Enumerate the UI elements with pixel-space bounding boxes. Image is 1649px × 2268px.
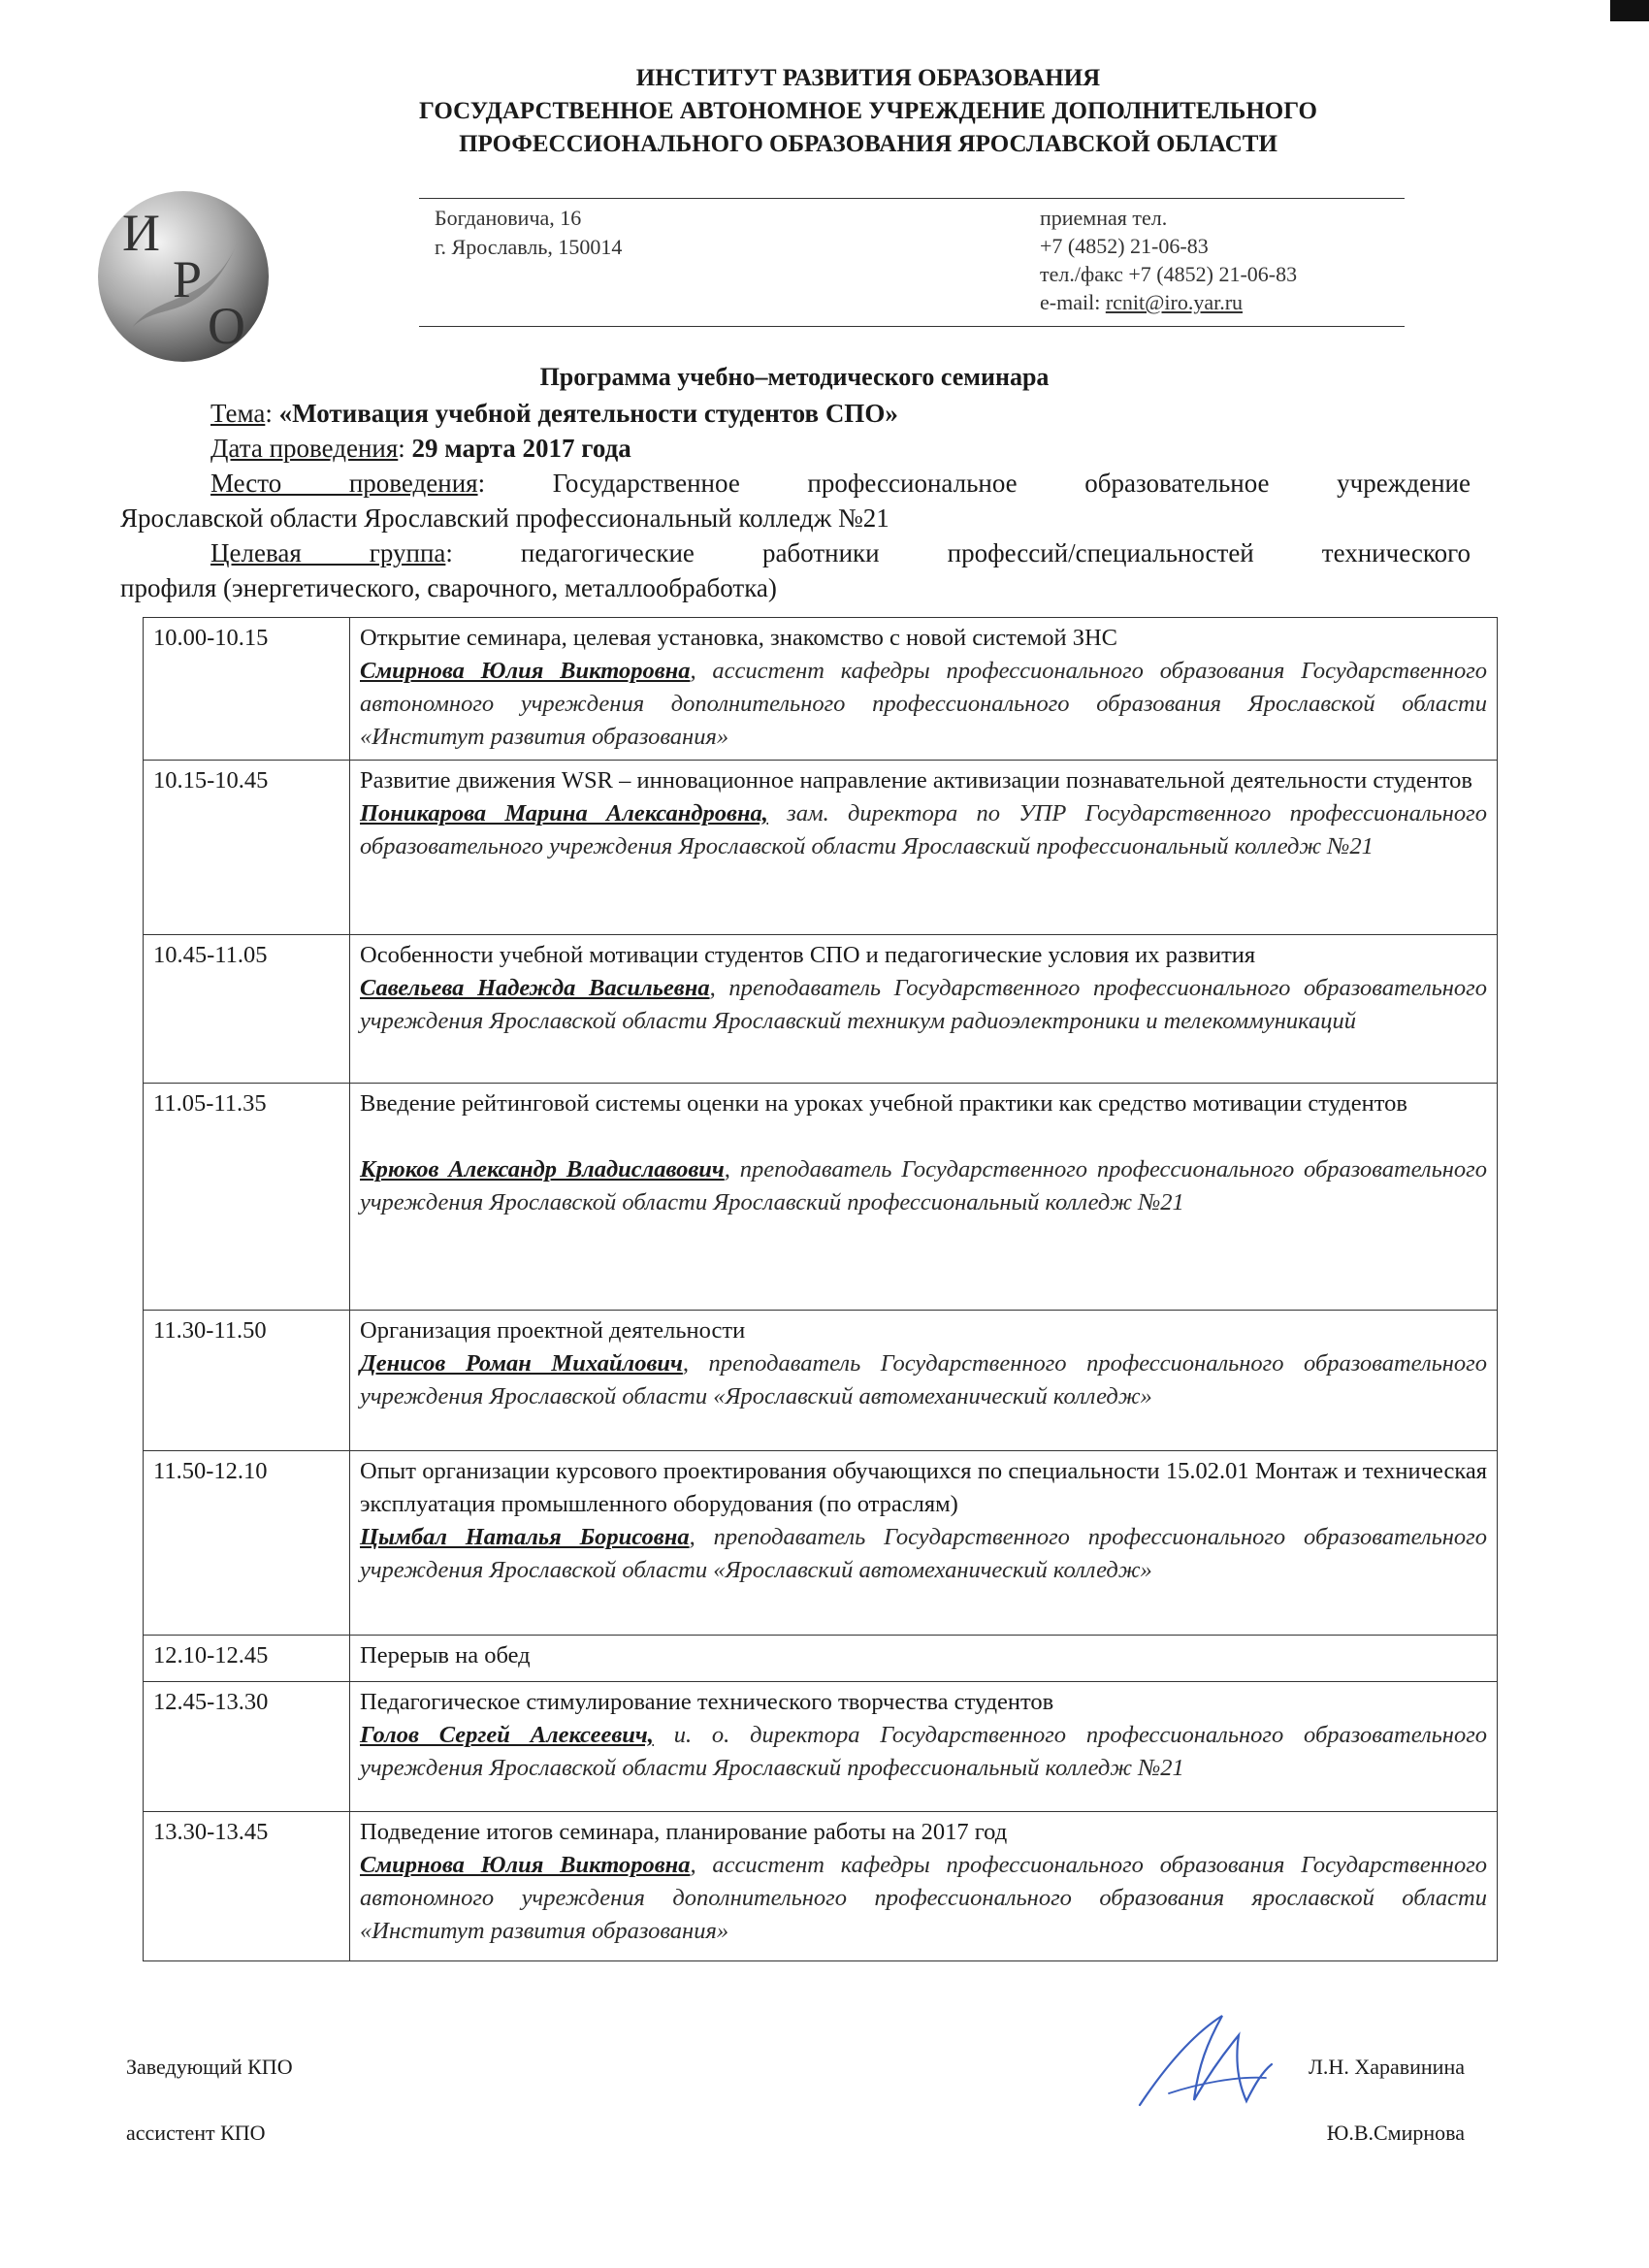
row-content [350,618,1498,761]
header-line-3: ПРОФЕССИОНАЛЬНОГО ОБРАЗОВАНИЯ ЯРОСЛАВСКОЙ ОБЛАСТИ [459,131,1277,157]
row-topic: Педагогическое стимулирование технического творчества студентов [360,1689,1054,1715]
row-time: 10.45-11.05 [144,935,350,1084]
program-title: Программа учебно–методического семинара [539,363,1050,391]
row-speaker [360,797,1487,863]
row-speaker [360,1521,1487,1587]
row-topic: Особенности учебной мотивации студентов СПО и педагогические условия их развития [360,942,1256,968]
table-row [144,1636,1498,1682]
speaker-name: Денисов Роман Михайлович [360,1350,683,1377]
table-row [144,1682,1498,1812]
row-content [350,1682,1498,1812]
header-divider-bottom [419,326,1405,327]
row-content [350,761,1498,935]
table-row [144,1311,1498,1451]
email-label: e-mail: [1040,290,1106,314]
header-line-1: ИНСТИТУТ РАЗВИТИЯ ОБРАЗОВАНИЯ [635,65,1101,91]
row-time: 12.45-13.30 [144,1682,350,1812]
target-label: Целевая группа [210,538,446,567]
schedule-table [143,617,1498,1961]
row-topic: Подведение итогов семинара, планирование работы на 2017 год [360,1819,1008,1845]
table-row [144,1084,1498,1311]
speaker-name: Смирнова Юлия Викторовна [360,1852,691,1878]
speaker-name: Смирнова Юлия Викторовна [360,658,691,684]
theme-label: Тема [210,399,266,428]
address-city: г. Ярославль, 150014 [435,235,623,259]
signatory-title-1: Заведующий КПО [126,2055,293,2079]
row-time: 10.00-10.15 [144,618,350,761]
iro-logo-icon [93,182,274,367]
institution-header [223,62,1513,161]
row-content [350,935,1498,1084]
place-value-1: Государственное профессиональное образовательное учреждение [552,469,1471,498]
speaker-role: , преподаватель Государственного профессионального образовательного учреждения Ярославской области «Ярославский автомеханический колледж» [360,1350,1487,1409]
row-content [350,1451,1498,1636]
row-speaker [360,1719,1487,1785]
theme-value: «Мотивация учебной деятельности студентов СПО» [278,399,898,428]
row-time: 11.50-12.10 [144,1451,350,1636]
speaker-name: Цымбал Наталья Борисовна [360,1524,690,1550]
row-time: 11.05-11.35 [144,1084,350,1311]
row-speaker [360,1153,1487,1219]
header-divider-top [419,198,1405,199]
speaker-role: , преподаватель Государственного профессионального образовательного учреждения Ярославской области Ярославский профессиональный колледж №21 [360,1156,1487,1215]
date-value: 29 марта 2017 года [411,434,631,463]
signatory-title-2: ассистент КПО [126,2121,266,2145]
place-line: Место проведения: Государственное профессиональное образовательное учреждение [210,469,1471,498]
email-line [1040,288,1297,316]
place-label: Место проведения [210,469,478,498]
speaker-role: , ассистент кафедры профессионального образования Государственного автономного учреждения дополнительного профессионального образования Ярославской области «Институт развития образования» [360,658,1487,750]
email-link[interactable]: rcnit@iro.yar.ru [1105,290,1244,314]
handwritten-signature-icon [1130,2008,1276,2115]
row-topic: Открытие семинара, целевая установка, знакомство с новой системой ЗНС [360,625,1117,651]
contacts-block [1040,204,1297,316]
row-time: 11.30-11.50 [144,1311,350,1451]
speaker-name: Савельева Надежда Васильевна [360,975,710,1001]
date-label: Дата проведения [210,434,399,463]
address-street: Богдановича, 16 [435,206,582,230]
place-value-2: Ярославской области Ярославский профессиональный колледж №21 [120,503,889,533]
row-content [350,1084,1498,1311]
signatory-name-1: Л.Н. Харавинина [1309,2055,1465,2079]
header-line-2: ГОСУДАРСТВЕННОЕ АВТОНОМНОЕ УЧРЕЖДЕНИЕ ДОПОЛНИТЕЛЬНОГО [419,98,1317,124]
speaker-role: и. о. директора Государственного профессионального образовательного учреждения Ярославской области Ярославский профессиональный колледж №21 [360,1722,1487,1781]
row-time: 10.15-10.45 [144,761,350,935]
row-topic: Опыт организации курсового проектирования обучающихся по специальности 15.02.01 Монтаж и техническая эксплуатация промышленного оборудования (по отраслям) [360,1458,1487,1517]
row-speaker [360,972,1487,1038]
row-topic: Введение рейтинговой системы оценки на уроках учебной практики как средство мотивации студентов [360,1090,1407,1117]
theme-line: Тема: «Мотивация учебной деятельности студентов СПО» [210,399,898,428]
table-row [144,761,1498,935]
table-row [144,935,1498,1084]
logo-letter-i: И [122,204,160,262]
program-intro [120,396,1471,605]
logo-letter-o: О [208,297,245,355]
table-row [144,1451,1498,1636]
speaker-role: , преподаватель Государственного профессионального образовательного учреждения Ярославской области Ярославский техникум радиоэлектроники и телекоммуникаций [360,975,1487,1034]
row-topic: Организация проектной деятельности [360,1317,746,1344]
speaker-name: Голов Сергей Алексеевич, [360,1722,654,1748]
row-content [350,1636,1498,1682]
row-time: 12.10-12.45 [144,1636,350,1682]
target-line: Целевая группа: педагогические работники профессий/специальностей технического [210,538,1471,567]
row-spacer [360,1120,1487,1153]
reception-label: приемная тел. [1040,206,1168,230]
speaker-name: Поникарова Марина Александровна, [360,800,768,826]
speaker-role: , ассистент кафедры профессионального образования Государственного автономного учреждения дополнительного профессионального образования ярославской области «Институт развития образования» [360,1852,1487,1944]
table-row [144,618,1498,761]
speaker-role: зам. директора по УПР Государственного профессионального образовательного учреждения Ярославской области Ярославский профессиональный колледж №21 [360,800,1487,859]
logo-letter-r: Р [173,250,203,308]
scan-corner-mark [1610,0,1649,21]
row-content [350,1311,1498,1451]
address-block [435,204,622,262]
row-topic: Перерыв на обед [360,1642,531,1669]
row-speaker [360,1849,1487,1948]
date-line: Дата проведения: 29 марта 2017 года [210,434,631,463]
row-speaker [360,655,1487,754]
signatory-name-2: Ю.В.Смирнова [1326,2121,1465,2145]
target-value-2: профиля (энергетического, сварочного, металлообработка) [120,573,777,602]
row-speaker [360,1347,1487,1413]
fax-line: тел./факс +7 (4852) 21-06-83 [1040,262,1298,286]
reception-phone: +7 (4852) 21-06-83 [1040,234,1209,258]
speaker-role: , преподаватель Государственного профессионального образовательного учреждения Ярославской области «Ярославский автомеханический колледж» [360,1524,1487,1583]
row-time: 13.30-13.45 [144,1812,350,1961]
speaker-name: Крюков Александр Владиславович [360,1156,725,1183]
table-row [144,1812,1498,1961]
row-content [350,1812,1498,1961]
row-topic: Развитие движения WSR – инновационное направление активизации познавательной деятельности студентов [360,767,1472,794]
target-value-1: педагогические работники профессий/специальностей технического [520,538,1471,567]
